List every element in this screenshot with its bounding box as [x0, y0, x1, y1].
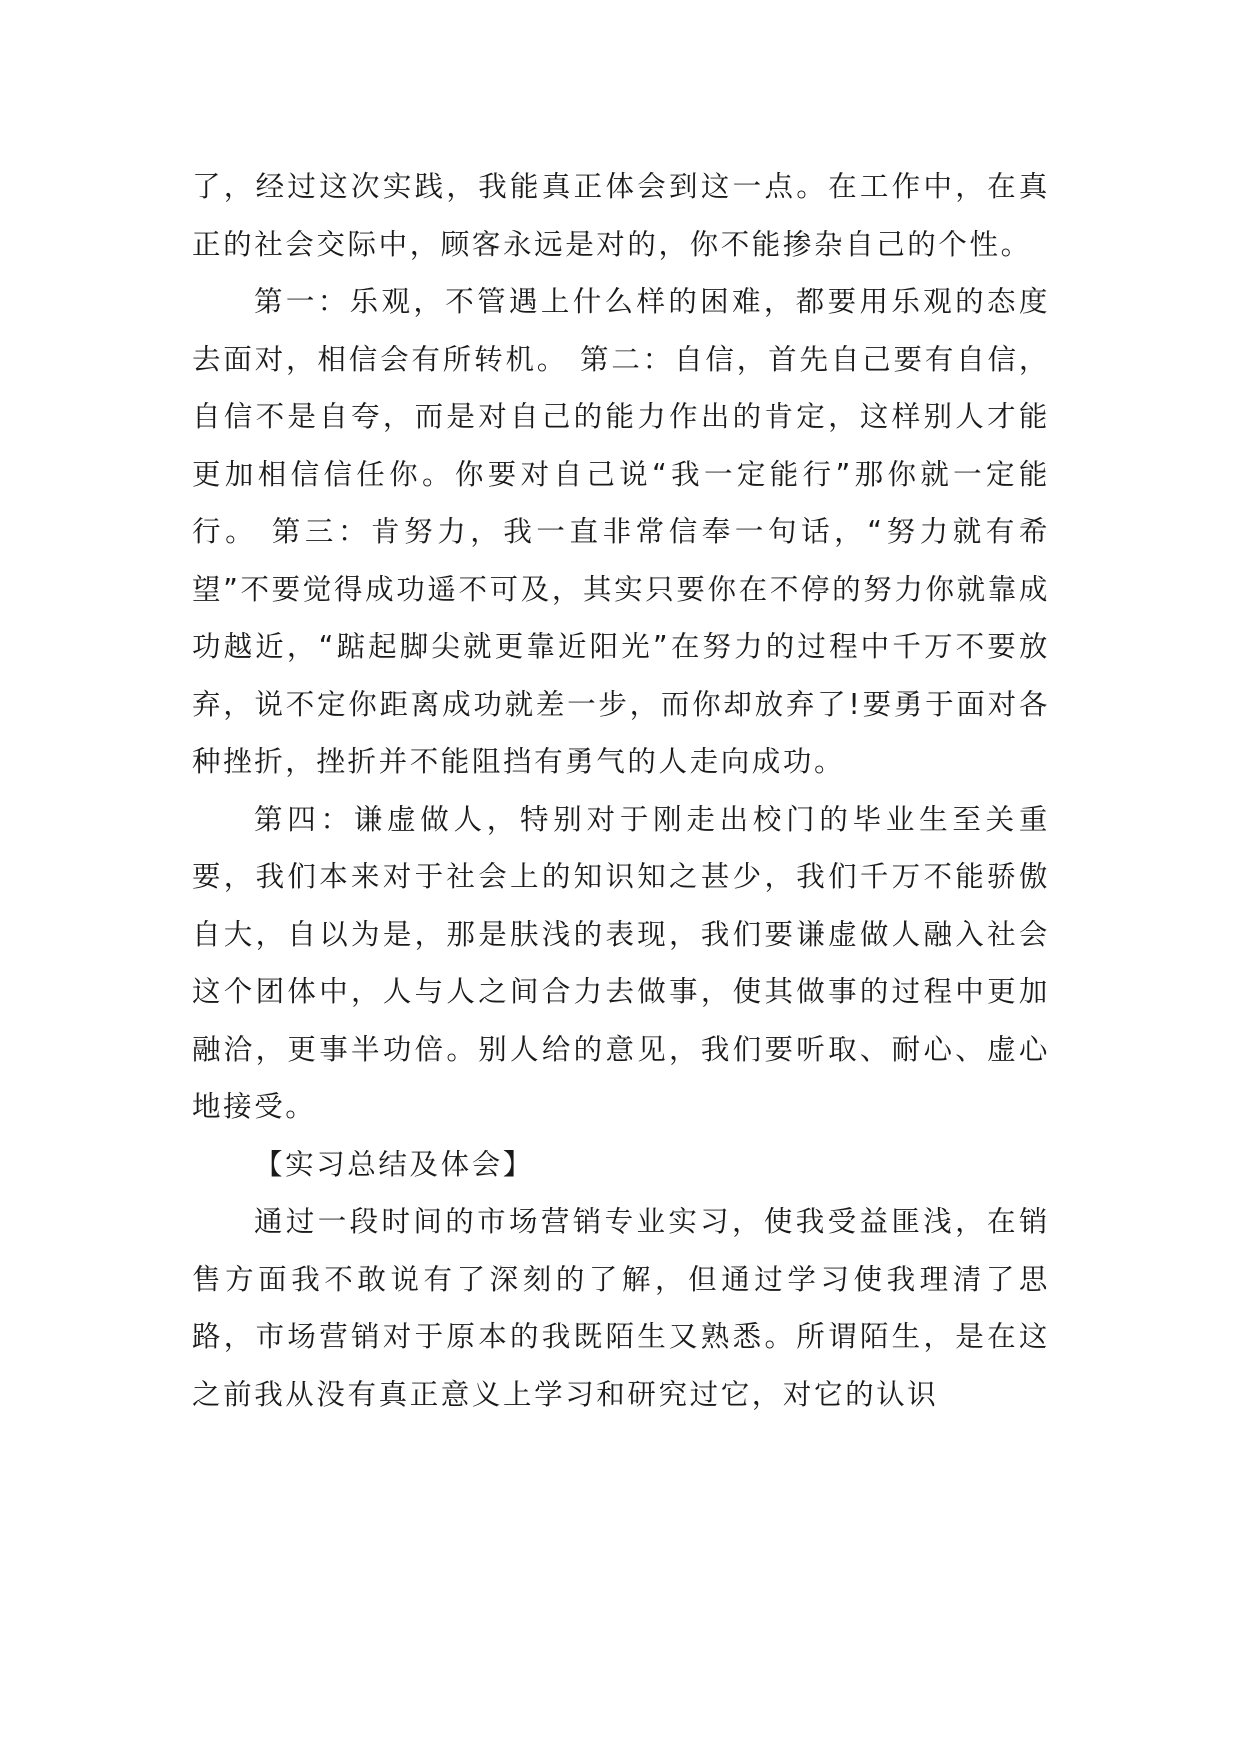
paragraph-continuation: 了，经过这次实践，我能真正体会到这一点。在工作中，在真正的社会交际中，顾客永远是对的，你不能掺杂自己的个性。 — [192, 170, 1050, 261]
section-heading: 【实习总结及体会】 — [254, 1147, 534, 1181]
paragraph-point-four: 第四：谦虚做人，特别对于刚走出校门的毕业生至关重要，我们本来对于社会上的知识知之甚少，我们千万不能骄傲自大，自以为是，那是肤浅的表现，我们要谦虚做人融入社会这个团体中，人与人之间合力去做事，使其做事的过程中更加融洽，更事半功倍。别人给的意见，我们要听取、耐心、虚心地接受。 — [192, 802, 1050, 1123]
paragraph-summary: 通过一段时间的市场营销专业实习，使我受益匪浅，在销售方面我不敢说有了深刻的了解，但通过学习使我理清了思路，市场营销对于原本的我既陌生又熟悉。所谓陌生，是在这之前我从没有真正意义上学习和研究过它，对它的认识 — [192, 1205, 1050, 1411]
paragraph-points-one-to-three: 第一：乐观，不管遇上什么样的困难，都要用乐观的态度去面对，相信会有所转机。 第二：自信，首先自己要有自信，自信不是自夸，而是对自己的能力作出的肯定，这样别人才能更加相信信任你。你要对自己说“我一定能行”那你就一定能行。 第三：肯努力，我一直非常信奉一句话，“努力就有希望”不要觉得成功遥不可及，其实只要你在不停的努力你就靠成功越近，“踮起脚尖就更靠近阳光”在努力的过程中千万不要放弃，说不定你距离成功就差一步，而你却放弃了!要勇于面对各种挫折，挫折并不能阻挡有勇气的人走向成功。 — [192, 285, 1050, 778]
document-body — [192, 158, 1050, 1423]
